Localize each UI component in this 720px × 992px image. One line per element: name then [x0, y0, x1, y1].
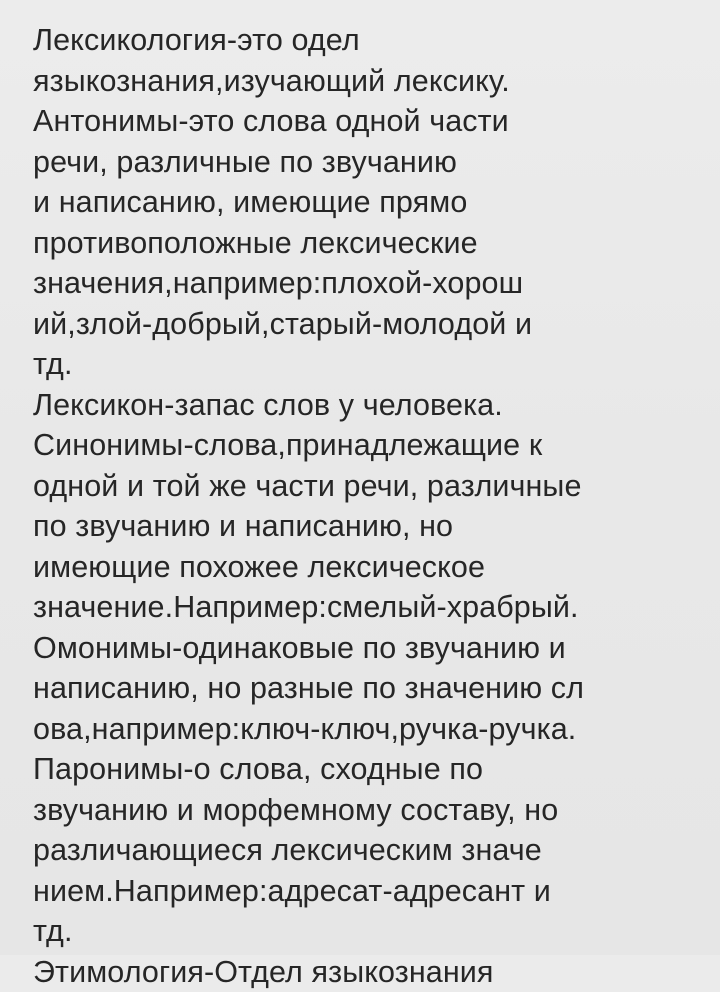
- text-line: и написанию, имеющие прямо: [33, 182, 584, 223]
- text-line: ий,злой-добрый,старый-молодой и: [33, 304, 584, 345]
- text-line: одной и той же части речи, различные: [33, 466, 584, 507]
- text-line: по звучанию и написанию, но: [33, 506, 584, 547]
- text-line: Антонимы-это слова одной части: [33, 101, 584, 142]
- text-line: Паронимы-о слова, сходные по: [33, 749, 584, 790]
- text-line: ова,например:ключ-ключ,ручка-ручка.: [33, 709, 584, 750]
- text-line: Синонимы-слова,принадлежащие к: [33, 425, 584, 466]
- text-line: языкознания,изучающий лексику.: [33, 61, 584, 102]
- text-line: написанию, но разные по значению сл: [33, 668, 584, 709]
- text-line: речи, различные по звучанию: [33, 142, 584, 183]
- text-line: звучанию и морфемному составу, но: [33, 790, 584, 831]
- text-line: Лексикология-это одел: [33, 20, 584, 61]
- text-line: тд.: [33, 911, 584, 952]
- text-body: [33, 20, 584, 992]
- text-line: Омонимы-одинаковые по звучанию и: [33, 628, 584, 669]
- text-line: тд.: [33, 344, 584, 385]
- text-line: значения,например:плохой-хорош: [33, 263, 584, 304]
- text-line: противоположные лексические: [33, 223, 584, 264]
- text-line: значение.Например:смелый-храбрый.: [33, 587, 584, 628]
- text-line: различающиеся лексическим значе: [33, 830, 584, 871]
- text-line: нием.Например:адресат-адресант и: [33, 871, 584, 912]
- text-line: имеющие похожее лексическое: [33, 547, 584, 588]
- text-line: Лексикон-запас слов у человека.: [33, 385, 584, 426]
- text-line: Этимология-Отдел языкознания: [33, 952, 584, 992]
